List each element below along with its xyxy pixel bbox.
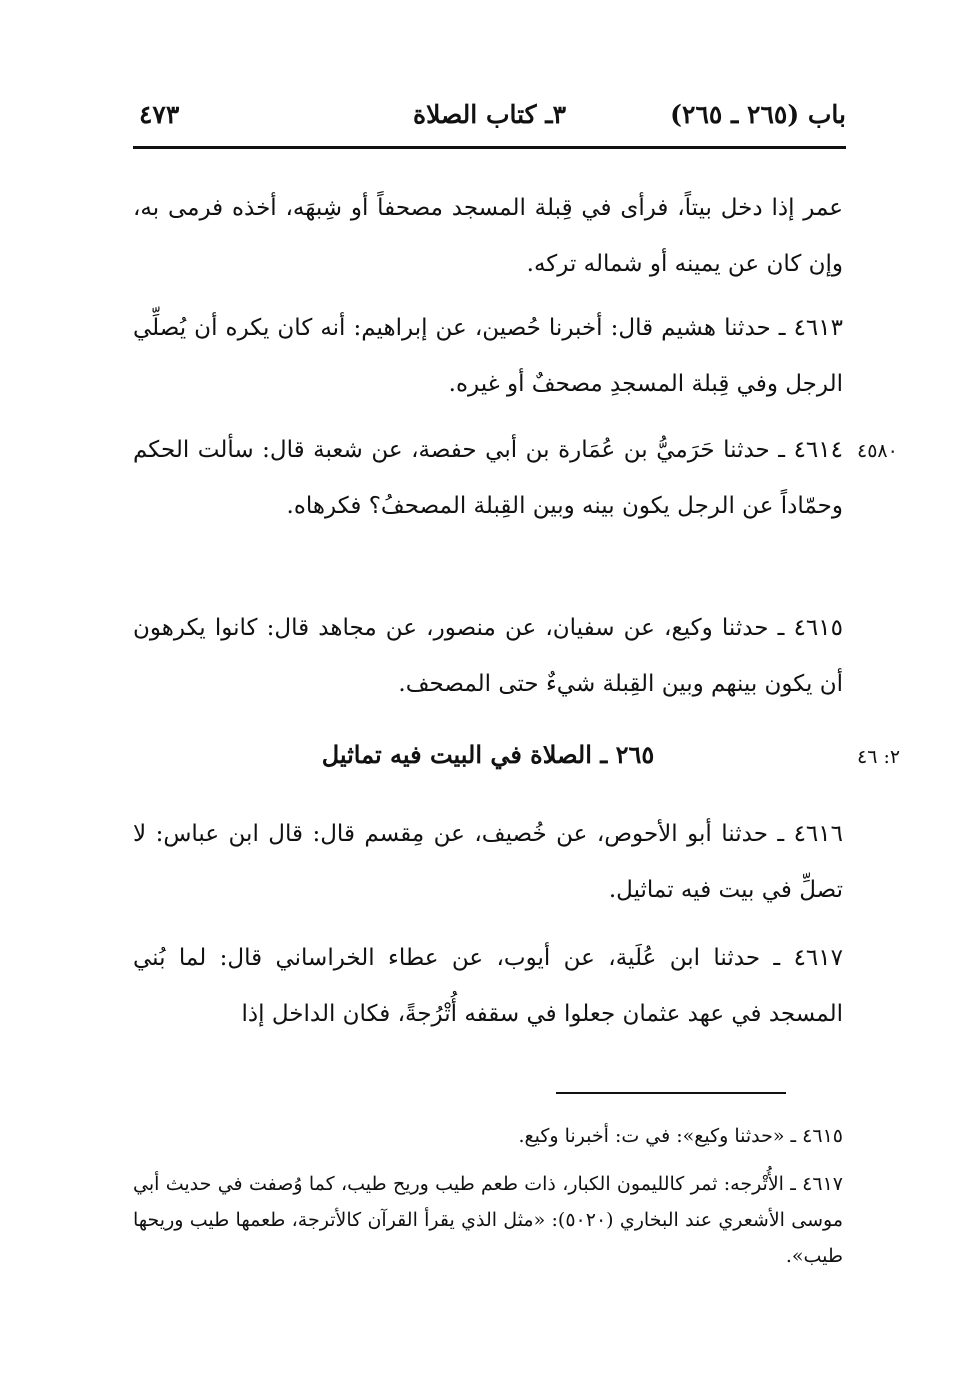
paragraph-continuation: عمر إذا دخل بيتاً، فرأى في قِبلة المسجد مصحفاً أو شِبهَه، أخذه فرمى به، وإن كان عن يمينه أو شماله تركه. [133,195,843,277]
footnote-4615: ٤٦١٥ ـ «حدثنا وكيع»: في ت: أخبرنا وكيع. [518,1125,843,1147]
section-title: باب (٢٦٥ ـ ٢٦٥) [670,100,846,129]
hadith-4613: ٤٦١٣ ـ حدثنا هشيم قال: أخبرنا حُصين، عن إبراهيم: أنه كان يكره أن يُصلِّي الرجل وفي قِبلة المسجدِ مصحفٌ أو غيره. [133,315,843,397]
chapter-heading: ٢٦٥ ـ الصلاة في البيت فيه تماثيل [321,740,655,769]
footnote-4617: ٤٦١٧ ـ الأُتْرجه: ثمر كالليمون الكبار، ذات طعم طيب وريح طيب، كما وُصفت في حديث أبي موسى الأشعري عند البخاري (٥٠٢٠): «مثل الذي يقرأ القرآن كالأترجة، طعمها طيب وريحها طيب». [133,1173,844,1267]
hadith-4614: ٤٦١٤ ـ حدثنا حَرَميُّ بن عُمَارة بن أبي حفصة، عن شعبة قال: سألت الحكم وحمّاداً عن الرجل يكون بينه وبين القِبلة المصحفُ؟ فكرهاه. [133,437,843,519]
margin-ref-4580: ٤٥٨٠ [857,440,898,462]
page-header [133,100,846,140]
hadith-4615: ٤٦١٥ ـ حدثنا وكيع، عن سفيان، عن منصور، عن مجاهد قال: كانوا يكرهون أن يكون بينهم وبين القِبلة شيءٌ حتى المصحف. [133,615,843,697]
margin-ref-46-2: ٢: ٤٦ [857,746,901,768]
page-number: ٤٧٣ [139,100,180,129]
book-title: ٣ـ كتاب الصلاة [412,100,567,129]
hadith-4617: ٤٦١٧ ـ حدثنا ابن عُلَية، عن أيوب، عن عطاء الخراساني قال: لما بُني المسجد في عهد عثمان جعلوا في سقفه أُتْرُجةً، فكان الداخل إذا [133,945,843,1027]
header-divider [133,146,846,149]
hadith-4616: ٤٦١٦ ـ حدثنا أبو الأحوص، عن خُصيف، عن مِقسم قال: قال ابن عباس: لا تصلِّ في بيت فيه تماثيل. [133,821,843,903]
footnote-divider [556,1092,786,1094]
